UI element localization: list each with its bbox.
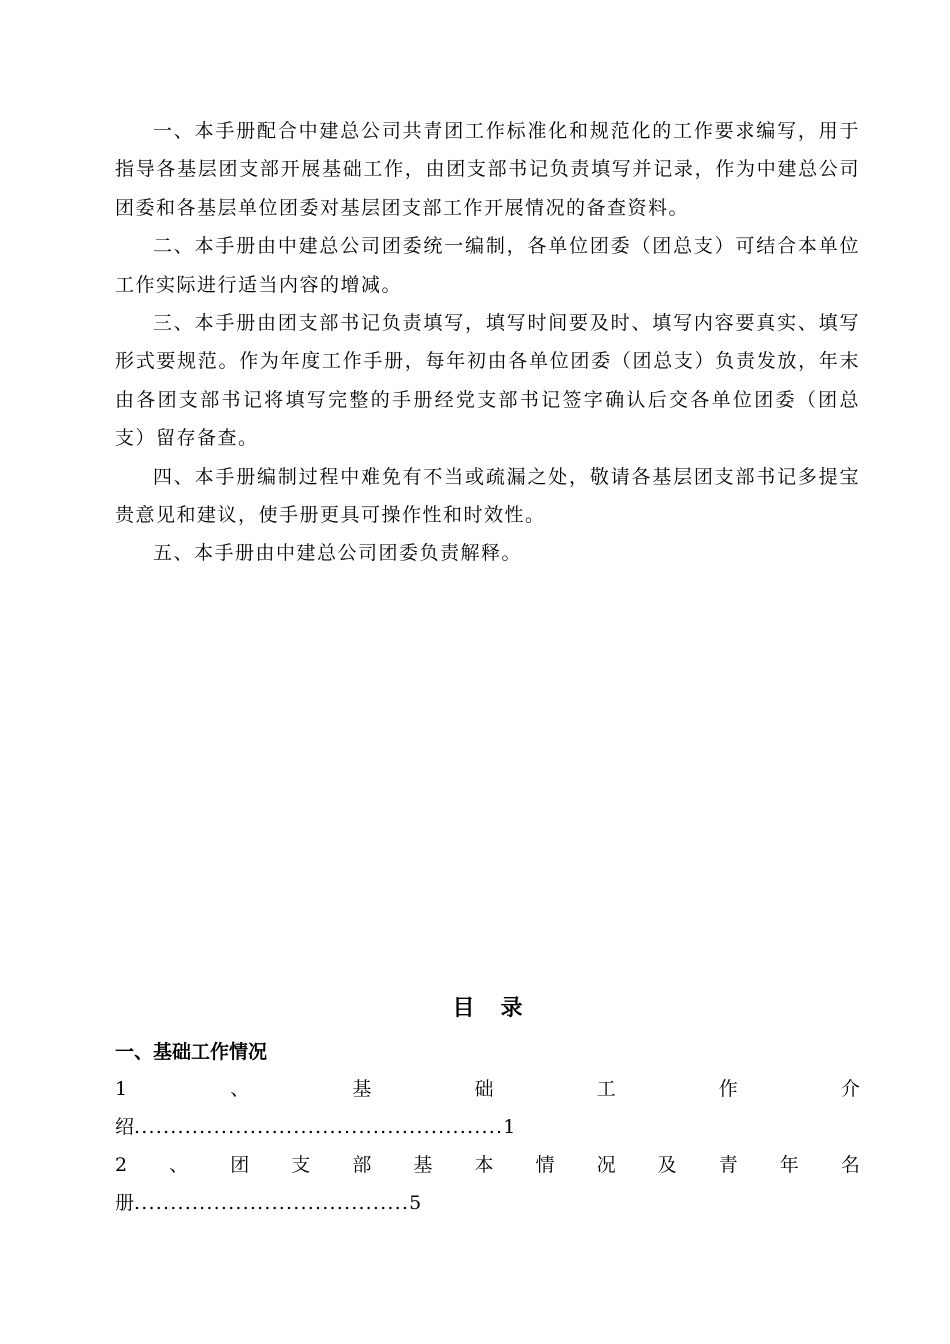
toc-entry-2-token: 情 [535,1154,555,1176]
toc-entry-2-line1 [115,1146,860,1184]
toc-entry-1-token: 、 [230,1078,250,1100]
toc-leader-dots: ................................................... [134,1116,504,1138]
note-paragraph-3: 三、本手册由团支部书记负责填写，填写时间要及时、填写内容要真实、填写形式要规范。作为年度工作手册，每年初由各单位团委（团总支）负责发放，年末由各团支部书记将填写完整的手册经党支部书记签字确认后交各单位团委（团总支）留存备查。 [115,312,860,450]
toc-entry-2-token: 名 [840,1154,860,1176]
toc-entry-2-token: 年 [779,1154,799,1176]
toc-entry-2[interactable] [115,1146,860,1222]
toc-entry-1-token: 础 [474,1078,494,1100]
toc-entry-2-token: 部 [352,1154,372,1176]
toc-entry-2-token: 团 [230,1154,250,1176]
toc-title-char-1: 目 [452,995,475,1021]
toc-entry-1[interactable] [115,1070,860,1146]
toc-entry-1-token: 作 [718,1078,738,1100]
toc-leader-dots: ...................................... [134,1192,410,1214]
table-of-contents [115,990,860,1222]
toc-entry-1-line2 [115,1108,860,1146]
toc-entry-1-token: 基 [352,1078,372,1100]
note-paragraph-4: 四、本手册编制过程中难免有不当或疏漏之处，敬请各基层团支部书记多提宝贵意见和建议，使手册更具可操作性和时效性。 [115,465,860,527]
toc-entry-2-token: 及 [657,1154,677,1176]
toc-entry-2-token: 、 [169,1154,189,1176]
toc-page-number: 1 [503,1116,516,1138]
toc-entry-2-token: 况 [596,1154,616,1176]
toc-entry-1-token: 1 [115,1078,128,1100]
toc-title [115,990,860,1026]
toc-entry-2-line2 [115,1184,860,1222]
toc-entry-2-tail: 册 [115,1192,135,1214]
toc-entry-2-token: 青 [718,1154,738,1176]
toc-title-char-2: 录 [500,995,523,1021]
note-paragraph-5: 五、本手册由中建总公司团委负责解释。 [153,542,523,565]
toc-section-heading: 一、基础工作情况 [115,1041,268,1063]
manual-notes [115,112,860,573]
note-paragraph-2: 二、本手册由中建总公司团委统一编制，各单位团委（团总支）可结合本单位工作实际进行适当内容的增减。 [115,235,860,296]
note-paragraph-1: 一、本手册配合中建总公司共青团工作标准化和规范化的工作要求编写，用于指导各基层团支部开展基础工作，由团支部书记负责填写并记录，作为中建总公司团委和各基层单位团委对基层团支部工作开展情况的备查资料。 [115,120,860,219]
toc-entry-1-token: 工 [596,1078,616,1100]
toc-page-number: 5 [409,1192,422,1214]
toc-entry-2-token: 本 [474,1154,494,1176]
toc-entry-2-token: 基 [413,1154,433,1176]
toc-entry-2-token: 支 [291,1154,311,1176]
toc-entry-2-token: 2 [115,1154,128,1176]
toc-entry-1-token: 介 [840,1078,860,1100]
toc-entry-1-line1 [115,1070,860,1108]
toc-entry-1-tail: 绍 [115,1116,135,1138]
